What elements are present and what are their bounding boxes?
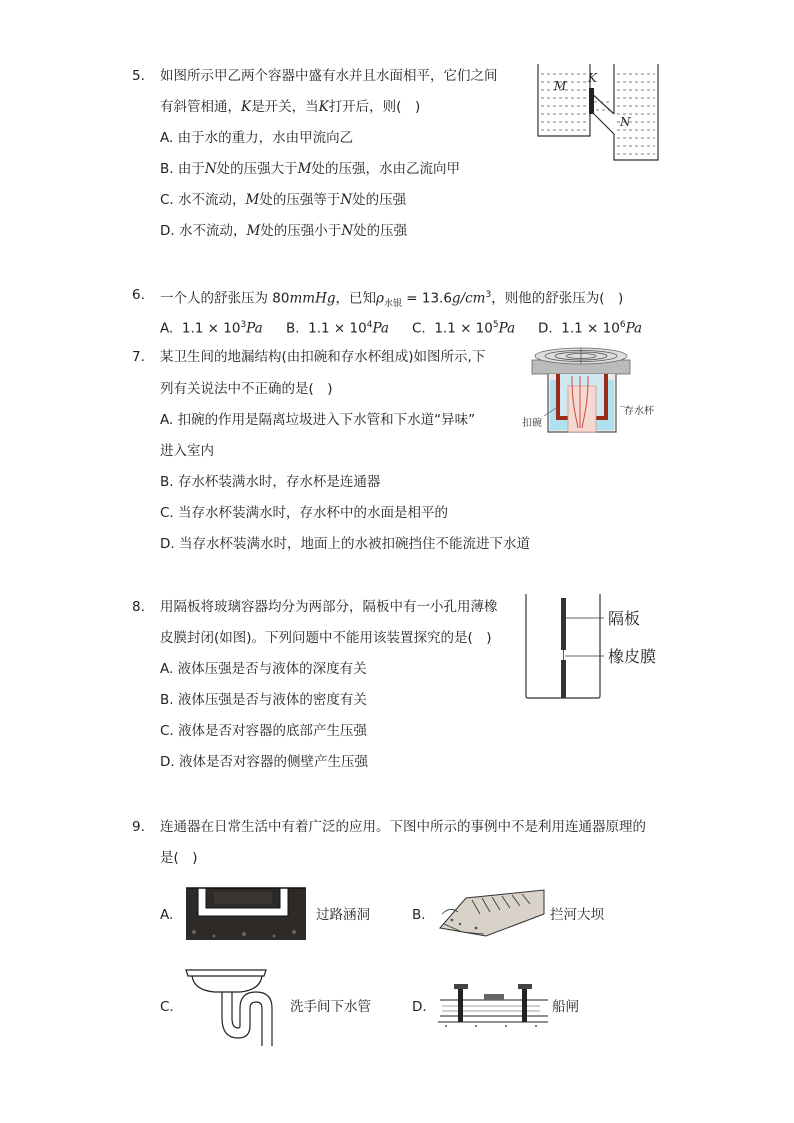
q8-stem-line1: 用隔板将玻璃容器均分为两部分，隔板中有一小孔用薄橡 bbox=[160, 599, 498, 615]
q5-option-a[interactable]: A. 由于水的重力，水由甲流向乙 bbox=[160, 130, 354, 146]
q5-stem-line2: 有斜管相通，K是开关，当K打开后，则( ) bbox=[160, 99, 421, 115]
q6-stem: 一个人的舒张压为 80mmHg，已知$\rho_{水银} = 13.6g/cm^3$，则他的舒张压为( ) bbox=[160, 290, 624, 310]
q9-number: 9. bbox=[132, 819, 145, 835]
q8-label-plate: 隔板 bbox=[608, 609, 641, 628]
q5-stem-line1: 如图所示甲乙两个容器中盛有水并且水面相平，它们之间 bbox=[160, 68, 498, 84]
q6-option-a[interactable]: A. $1.1 \times 10^3Pa$ bbox=[160, 320, 263, 337]
q9-caption-d: 船闸 bbox=[552, 999, 579, 1015]
q7-label-cup: 存水杯 bbox=[624, 406, 654, 417]
q8-option-c[interactable]: C. 液体是否对容器的底部产生压强 bbox=[160, 723, 368, 739]
q7-number: 7. bbox=[132, 349, 145, 365]
q5-option-c[interactable]: C. 水不流动，M处的压强等于N处的压强 bbox=[160, 192, 407, 208]
q9-option-c[interactable]: C. bbox=[160, 999, 174, 1015]
q9-dam-figure bbox=[436, 884, 548, 942]
q9-sink-drain-figure bbox=[184, 964, 288, 1048]
q7-stem-line1: 某卫生间的地漏结构(由扣碗和存水杯组成)如图所示,下 bbox=[160, 349, 486, 365]
q9-option-a[interactable]: A. bbox=[160, 907, 174, 923]
q7-option-a-cont: 进入室内 bbox=[160, 443, 214, 459]
q7-floor-drain-figure bbox=[520, 346, 662, 438]
q7-stem-line2: 列有关说法中不正确的是( ) bbox=[160, 381, 333, 397]
q6-option-b[interactable]: B. $1.1 \times 10^4Pa$ bbox=[286, 320, 389, 337]
q8-number: 8. bbox=[132, 599, 145, 615]
q9-option-b[interactable]: B. bbox=[412, 907, 426, 923]
q5-number: 5. bbox=[132, 68, 145, 84]
q8-divided-container-figure bbox=[522, 594, 672, 700]
q7-option-b[interactable]: B. 存水杯装满水时，存水杯是连通器 bbox=[160, 474, 381, 490]
q8-option-a[interactable]: A. 液体压强是否与液体的深度有关 bbox=[160, 661, 367, 677]
q6-option-c[interactable]: C. $1.1 \times 10^5Pa$ bbox=[412, 320, 516, 337]
q7-label-bowl: 扣碗 bbox=[522, 418, 542, 429]
q5-label-k: K bbox=[588, 71, 597, 85]
q7-option-c[interactable]: C. 当存水杯装满水时，存水杯中的水面是相平的 bbox=[160, 505, 449, 521]
q6-option-d[interactable]: D. $1.1 \times 10^6Pa$ bbox=[538, 320, 643, 337]
q9-caption-a: 过路涵洞 bbox=[316, 907, 370, 923]
q9-stem-line1: 连通器在日常生活中有着广泛的应用。下图中所示的事例中不是利用连通器原理的 bbox=[160, 819, 646, 835]
q8-option-d[interactable]: D. 液体是否对容器的侧壁产生压强 bbox=[160, 754, 368, 770]
q7-option-a[interactable]: A. 扣碗的作用是隔离垃圾进入下水管和下水道“异味” bbox=[160, 412, 476, 428]
q9-option-d[interactable]: D. bbox=[412, 999, 427, 1015]
q7-option-d[interactable]: D. 当存水杯装满水时，地面上的水被扣碗挡住不能流进下水道 bbox=[160, 536, 530, 552]
q6-number: 6. bbox=[132, 287, 145, 303]
q8-label-membrane: 橡皮膜 bbox=[608, 647, 657, 666]
q5-label-n: N bbox=[620, 115, 631, 129]
q8-option-b[interactable]: B. 液体压强是否与液体的密度有关 bbox=[160, 692, 367, 708]
q9-culvert-figure bbox=[184, 884, 308, 942]
q9-ship-lock-figure bbox=[436, 982, 550, 1028]
q9-stem-line2: 是( ) bbox=[160, 850, 198, 866]
q5-option-b[interactable]: B. 由于N处的压强大于M处的压强，水由乙流向甲 bbox=[160, 161, 460, 177]
q5-option-d[interactable]: D. 水不流动，M处的压强小于N处的压强 bbox=[160, 223, 408, 239]
q9-caption-b: 拦河大坝 bbox=[550, 907, 604, 923]
q9-caption-c: 洗手间下水管 bbox=[290, 999, 371, 1015]
q8-stem-line2: 皮膜封闭(如图)。下列问题中不能用该装置探究的是( ) bbox=[160, 630, 492, 646]
q5-connected-containers-figure bbox=[534, 62, 662, 162]
q5-label-m: M bbox=[554, 79, 567, 93]
